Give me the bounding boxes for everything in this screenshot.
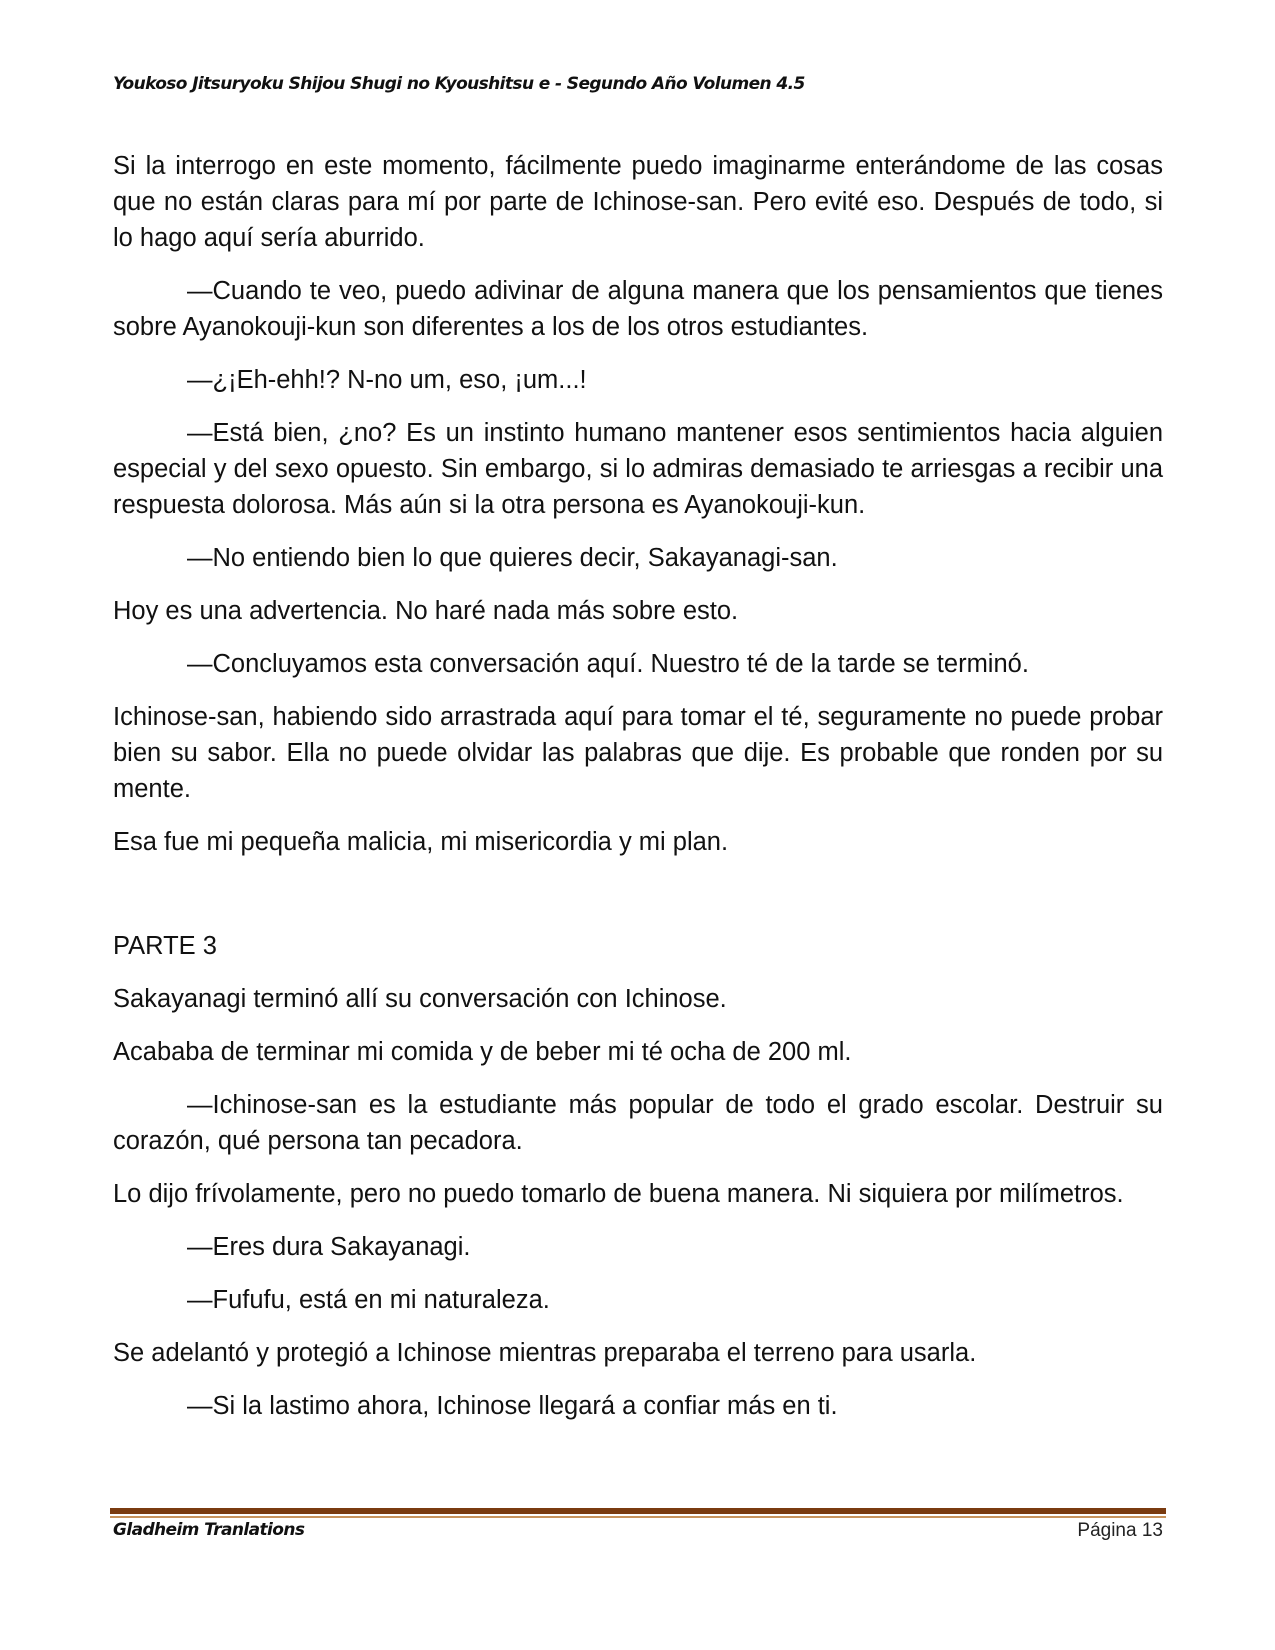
paragraph: Lo dijo frívolamente, pero no puedo tomarlo de buena manera. Ni siquiera por milímetros.: [113, 1180, 1124, 1208]
page-number-value: 13: [1141, 1520, 1163, 1541]
page-number: [1077, 1520, 1163, 1542]
running-header: Youkoso Jitsuryoku Shijou Shugi no Kyoushitsu e - Segundo Año Volumen 4.5: [113, 74, 805, 94]
paragraph: Sakayanagi terminó allí su conversación con Ichinose.: [113, 985, 727, 1013]
paragraph-group-1: [113, 148, 1163, 860]
paragraph: Si la interrogo en este momento, fácilmente puedo imaginarme enterándome de las cosas que no están claras para mí por parte de Ichinose-san. Pero evité eso. Después de todo, si lo hago aquí sería aburrido.: [113, 152, 1163, 252]
paragraph: Se adelantó y protegió a Ichinose mientras preparaba el terreno para usarla.: [113, 1339, 977, 1367]
paragraph: —Concluyamos esta conversación aquí. Nuestro té de la tarde se terminó.: [187, 650, 1029, 678]
paragraph: —Si la lastimo ahora, Ichinose llegará a confiar más en ti.: [187, 1392, 838, 1420]
paragraph: —¿¡Eh-ehh!? N-no um, eso, ¡um...!: [187, 366, 587, 394]
paragraph: —Cuando te veo, puedo adivinar de alguna manera que los pensamientos que tienes sobre Ayanokouji-kun son diferentes a los de los otros estudiantes.: [113, 277, 1163, 341]
paragraph: —Eres dura Sakayanagi.: [187, 1233, 471, 1261]
paragraph: Acababa de terminar mi comida y de beber mi té ocha de 200 ml.: [113, 1038, 852, 1066]
page-label: Página: [1077, 1520, 1137, 1541]
paragraph: —Está bien, ¿no? Es un instinto humano mantener esos sentimientos hacia alguien especial y del sexo opuesto. Sin embargo, si lo admiras demasiado te arriesgas a recibir una respuesta dolorosa. Más aún si la otra persona es Ayanokouji-kun.: [113, 419, 1163, 519]
paragraph: —Fufufu, está en mi naturaleza.: [187, 1286, 550, 1314]
footer-rule-thick: [110, 1508, 1166, 1514]
paragraph: —Ichinose-san es la estudiante más popular de todo el grado escolar. Destruir su corazón, qué persona tan pecadora.: [113, 1091, 1163, 1155]
section-heading: PARTE 3: [113, 932, 217, 960]
paragraph-group-2: [113, 981, 1163, 1424]
paragraph: Ichinose-san, habiendo sido arrastrada aquí para tomar el té, seguramente no puede probar bien su sabor. Ella no puede olvidar las palabras que dije. Es probable que ronden por su mente.: [113, 703, 1163, 803]
paragraph: Esa fue mi pequeña malicia, mi misericordia y mi plan.: [113, 828, 729, 856]
paragraph: Hoy es una advertencia. No haré nada más sobre esto.: [113, 597, 739, 625]
page-body: [113, 148, 1163, 1441]
footer-translator: Gladheim Tranlations: [113, 1520, 305, 1540]
footer-rule: [110, 1508, 1166, 1518]
paragraph: —No entiendo bien lo que quieres decir, Sakayanagi-san.: [187, 544, 838, 572]
footer-rule-thin: [110, 1516, 1166, 1518]
